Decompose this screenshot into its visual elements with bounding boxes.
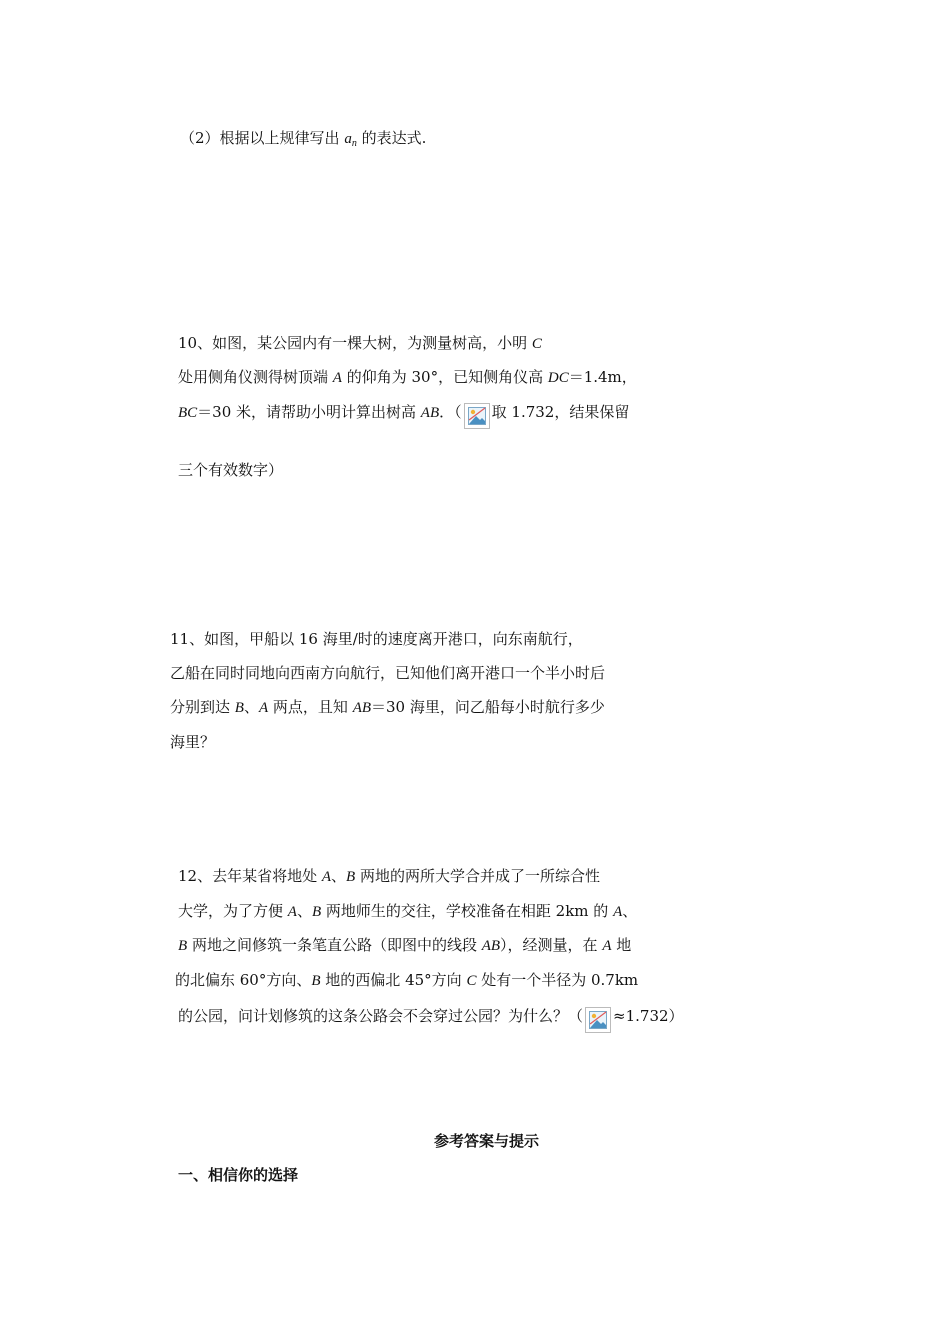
q12-text: 处有一个半径为 0.7km — [476, 971, 639, 989]
q10-text: 10、如图，某公园内有一棵大树，为测量树高，小明 — [178, 334, 532, 352]
q12-line1 — [178, 866, 600, 887]
q10-text: 三个有效数字） — [178, 461, 284, 479]
q12-text: 的公园，问计划修筑的这条公路会不会穿过公园？为什么？（ — [178, 1007, 584, 1025]
q12-text: ≈1.732） — [613, 1007, 684, 1025]
q11-line3 — [170, 697, 605, 718]
var-A: A — [287, 904, 297, 920]
q12-text: 地 — [611, 936, 632, 954]
q10-line2 — [178, 367, 637, 388]
answers-title: 参考答案与提示 — [434, 1132, 540, 1150]
q11-text: 两点，且知 — [268, 698, 353, 716]
var-B: B — [234, 700, 244, 716]
q12-text: 大学，为了方便 — [178, 902, 288, 920]
q10-text: ．（ — [439, 403, 462, 421]
var-a: a — [344, 131, 352, 147]
q12-text: 的北偏东 60°方向、 — [175, 971, 312, 989]
q12-text: 地的西偏北 45°方向 — [320, 971, 467, 989]
var-BC: BC — [178, 405, 198, 421]
broken-image-icon — [464, 403, 490, 429]
q12-line5 — [178, 1006, 684, 1033]
q11-text: 分别到达 — [170, 698, 235, 716]
q12-text: 两地的两所大学合并成了一所综合性 — [355, 867, 600, 885]
var-A: A — [321, 869, 332, 885]
q12-text: 、 — [331, 867, 347, 885]
q11-text: 、 — [243, 698, 259, 716]
q12-text: 12、去年某省将地处 — [178, 867, 322, 885]
q12-text: 、 — [296, 902, 312, 920]
q12-text: ），经测量，在 — [500, 936, 603, 954]
q12-line3 — [178, 935, 631, 956]
q12-text: 、 — [622, 902, 638, 920]
q9-part2-pre: （2）根据以上规律写出 — [180, 129, 345, 147]
q11-line1 — [170, 629, 583, 649]
q10-line3 — [178, 402, 629, 429]
q10-text: ＝1.4m， — [568, 368, 637, 386]
q11-line4 — [170, 732, 215, 752]
var-B: B — [311, 904, 322, 920]
var-DC: DC — [547, 370, 569, 386]
var-B: B — [346, 869, 356, 885]
q11-text: 海里？ — [170, 733, 216, 751]
q10-text: 处用侧角仪测得树顶端 — [178, 368, 333, 386]
var-A: A — [332, 370, 342, 386]
var-AB: AB — [352, 700, 372, 716]
q10-text: 的仰角为 30°，已知侧角仪高 — [341, 368, 548, 386]
var-A: A — [258, 700, 269, 716]
q9-part2 — [180, 128, 426, 154]
q12-text: 两地之间修筑一条笔直公路（即图中的线段 — [187, 936, 482, 954]
q12-line2 — [178, 901, 637, 922]
q12-text: 两地师生的交往，学校准备在相距 2km 的 — [321, 902, 614, 920]
q12-line4 — [175, 970, 638, 991]
broken-image-icon — [585, 1007, 611, 1033]
var-A: A — [613, 904, 623, 920]
var-AB: AB — [481, 938, 501, 954]
q11-text: 11、如图，甲船以 16 海里/时的速度离开港口，向东南航行， — [170, 630, 583, 648]
q10-text: 取 1.732，结果保留 — [491, 403, 630, 421]
q10-line1 — [178, 333, 542, 354]
q9-part2-post: 的表达式. — [356, 129, 427, 147]
var-B: B — [178, 938, 188, 954]
var-n: n — [351, 138, 357, 149]
var-B: B — [311, 973, 321, 989]
q10-line4 — [178, 460, 283, 480]
q10-text: ＝30 米，请帮助小明计算出树高 — [197, 403, 421, 421]
q11-text: ＝30 海里，问乙船每小时航行多少 — [371, 698, 605, 716]
var-C: C — [531, 336, 542, 352]
q11-line2 — [170, 663, 605, 683]
var-A: A — [602, 938, 612, 954]
var-C: C — [466, 973, 477, 989]
q11-text: 乙船在同时同地向西南方向航行，已知他们离开港口一个半小时后 — [170, 664, 606, 682]
answers-section1: 一、相信你的选择 — [178, 1166, 299, 1184]
var-AB: AB — [420, 405, 440, 421]
